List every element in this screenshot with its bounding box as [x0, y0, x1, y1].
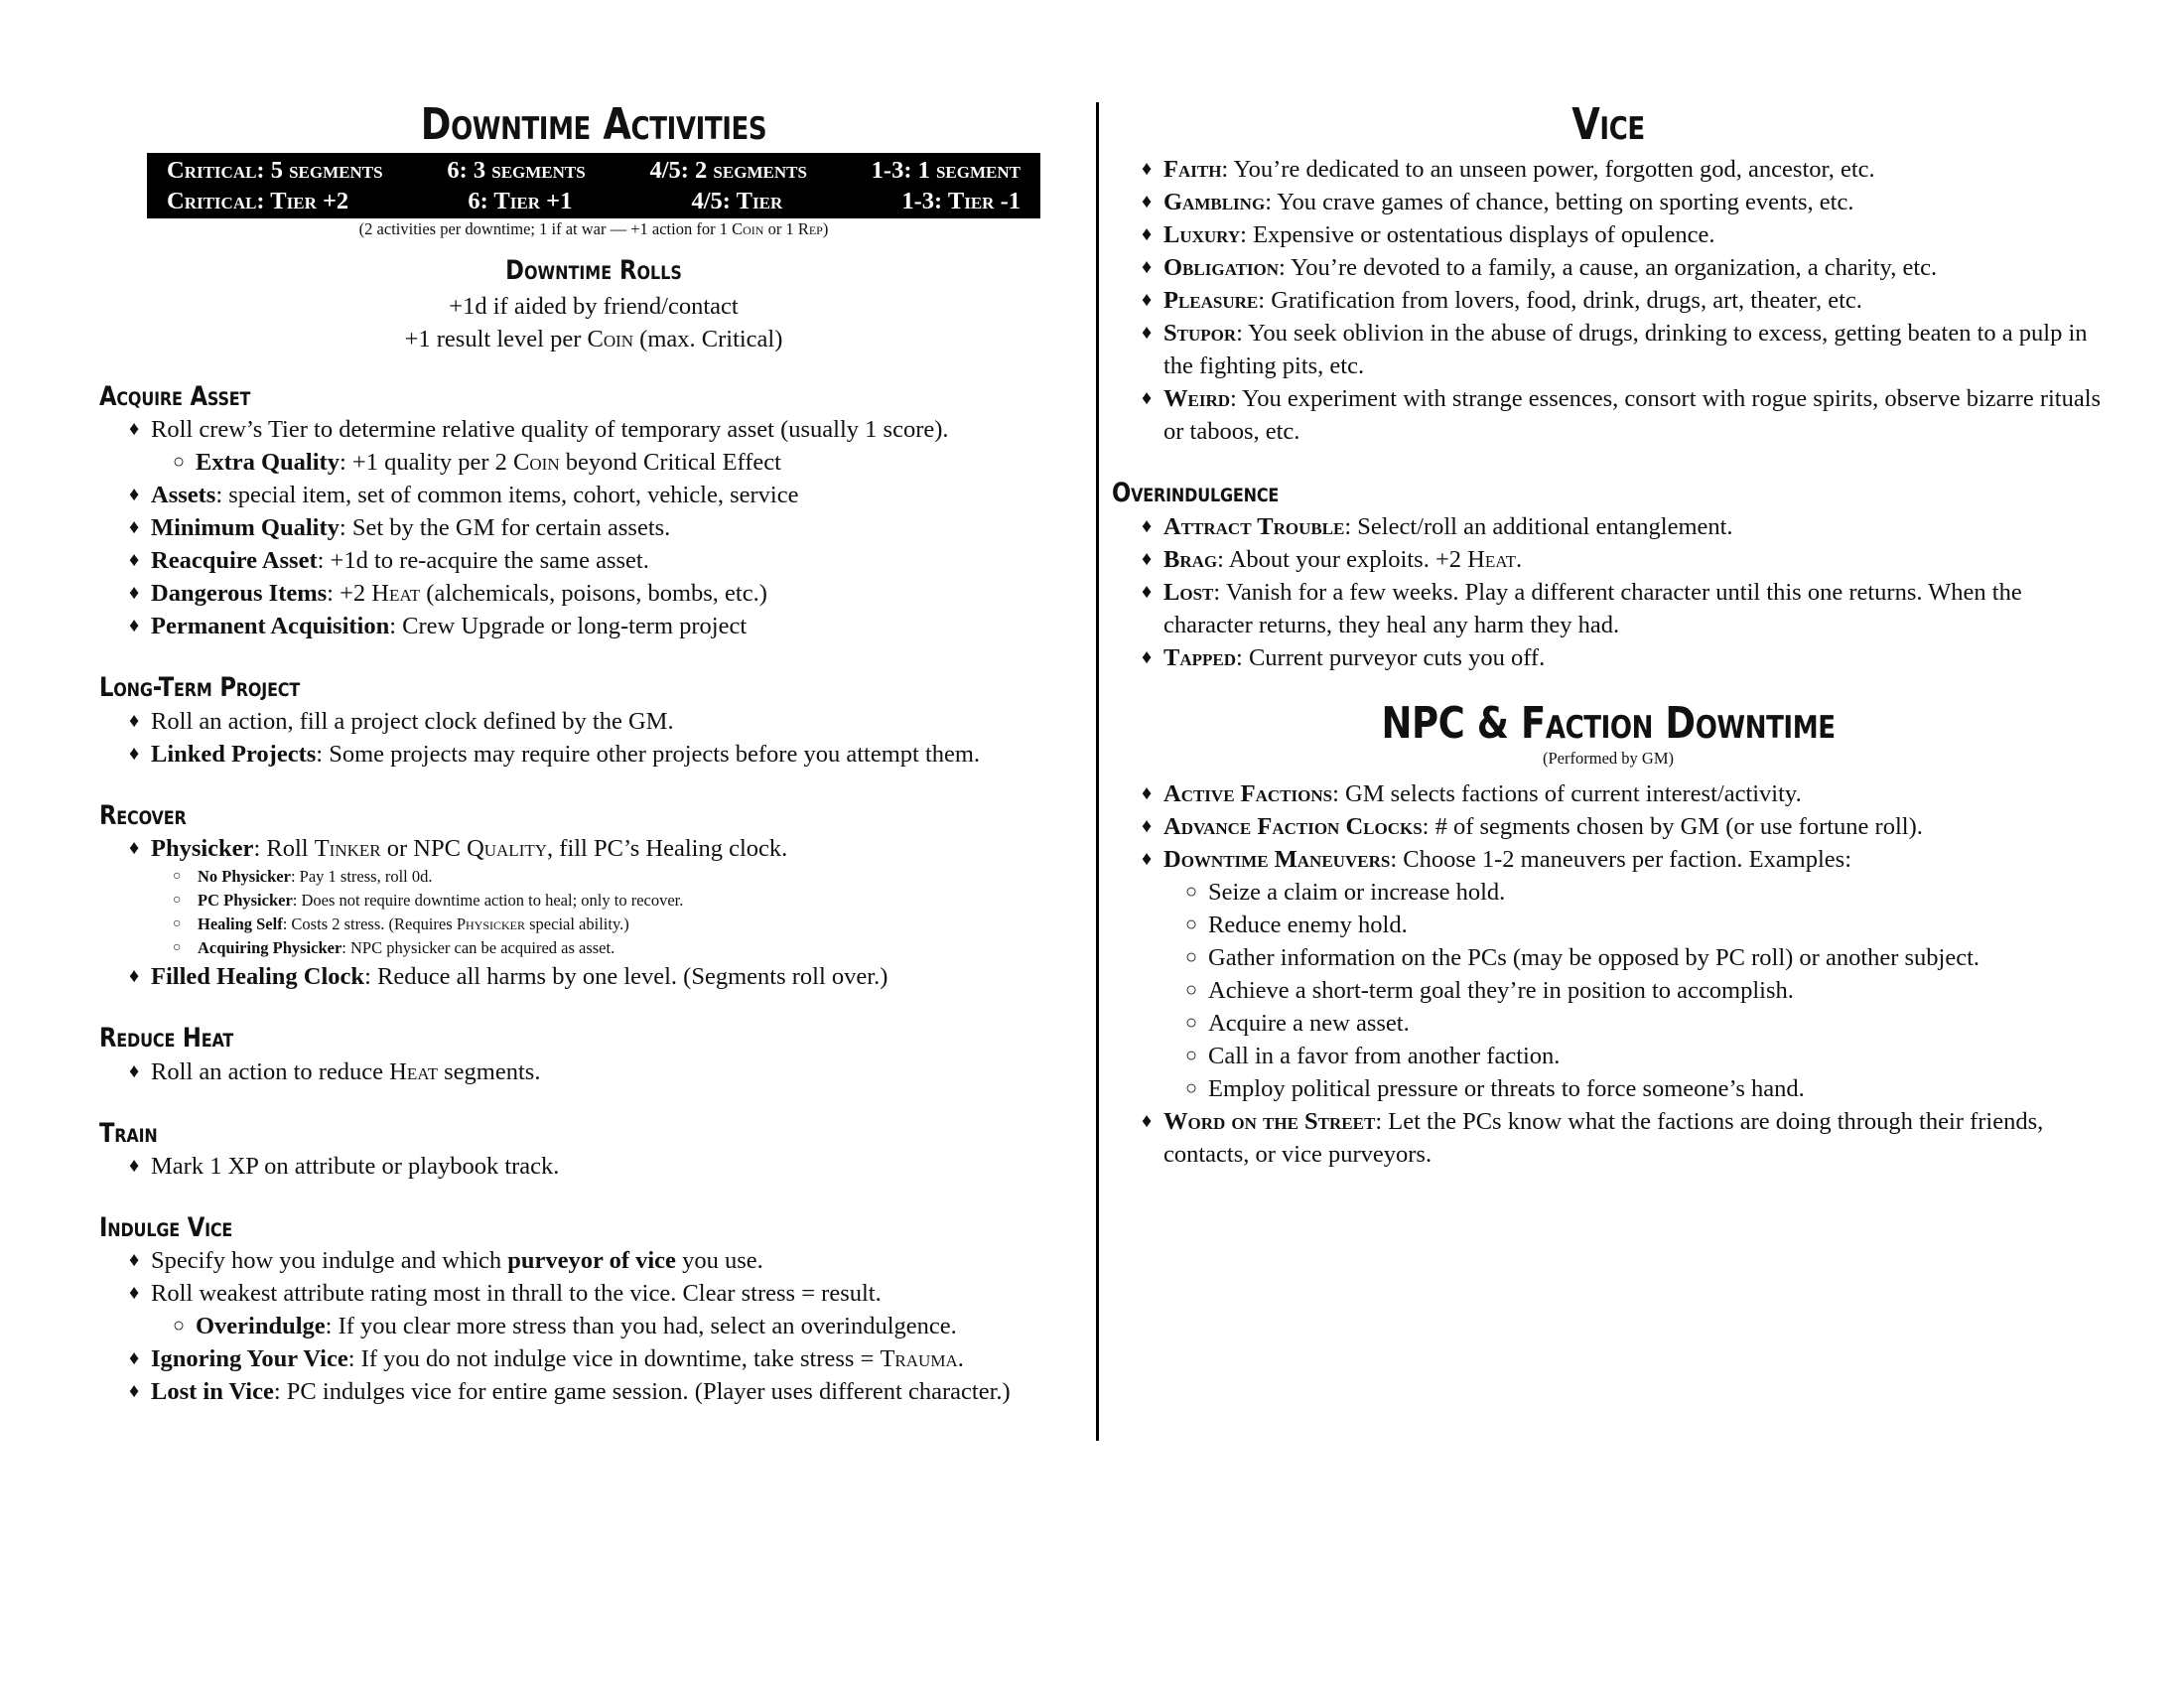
segments-row — [147, 155, 1040, 186]
npc-faction-title: NPC & Faction Downtime — [1381, 697, 1836, 749]
table-cell: 1-3: Tier -1 — [901, 188, 1021, 215]
list-item: ♦ Dangerous Items: +2 Heat (alchemicals, poisons, bombs, etc.) — [129, 577, 1088, 610]
column-divider — [1096, 102, 1099, 1441]
list-item: ♦ Roll an action, fill a project clock defined by the GM. — [129, 705, 1088, 738]
activities-note: (2 activities per downtime; 1 if at war — +1 action for 1 Coin or 1 Rep) — [358, 219, 829, 239]
list-item: ♦ Specify how you indulge and which purveyor of vice you use. — [129, 1244, 1088, 1277]
list-item: ♦ Downtime Maneuvers: Choose 1-2 maneuvers per faction. Examples: ○ Seize a claim or increase hold. ○ Reduce enemy hold. ○ Gather information on the PCs (may be opposed by PC roll) or another subject. ○ Achieve a short-term goal they’re in position to accomplish. ○ Acquire a new asset. ○ Call in a favor from another faction. ○ Employ political pressure or threats to force someone’s hand. — [1142, 843, 2105, 1105]
table-cell: Critical: Tier +2 — [167, 188, 349, 215]
list-item: ♦ Linked Projects: Some projects may require other projects before you attempt them. — [129, 738, 1088, 771]
list-item: ♦ Mark 1 XP on attribute or playbook track. — [129, 1150, 1088, 1183]
reduce-heat-list — [99, 1055, 1088, 1088]
train-heading: Train — [99, 1117, 158, 1149]
acquire-asset-list — [99, 413, 1088, 642]
overindulgence-list — [1112, 510, 2105, 674]
sub-list-item: ○ Acquiring Physicker: NPC physicker can be acquired as asset. — [173, 936, 1088, 960]
list-item: ♦ Obligation: You’re devoted to a family, a cause, an organization, a charity, etc. — [1142, 251, 2105, 284]
tier-row — [147, 186, 1040, 216]
npc-list — [1112, 777, 2105, 1171]
vice-title: Vice — [1571, 99, 1645, 150]
table-cell: 4/5: Tier — [691, 188, 783, 215]
sub-list-item: ○ PC Physicker: Does not require downtime action to heal; only to recover. — [173, 889, 1088, 913]
indulge-vice-list — [99, 1244, 1088, 1408]
list-item: ♦ Permanent Acquisition: Crew Upgrade or long-term project — [129, 610, 1088, 642]
sub-list-item: ○ No Physicker: Pay 1 stress, roll 0d. — [173, 865, 1088, 889]
list-item: ♦ Tapped: Current purveyor cuts you off. — [1142, 641, 2105, 674]
list-item: ♦ Lost: Vanish for a few weeks. Play a different character until this one returns. When the character returns, they heal any harm they had. — [1142, 576, 2105, 641]
list-item: ♦ Active Factions: GM selects factions of current interest/activity. — [1142, 777, 2105, 810]
table-cell: 4/5: 2 segments — [649, 157, 807, 185]
list-item: ♦ Roll crew’s Tier to determine relative quality of temporary asset (usually 1 score). ○ Extra Quality: +1 quality per 2 Coin beyond Critical Effect — [129, 413, 1088, 479]
list-item: ♦ Faith: You’re dedicated to an unseen power, forgotten god, ancestor, etc. — [1142, 153, 2105, 186]
indulge-vice-heading: Indulge Vice — [99, 1212, 233, 1244]
list-item: ♦ Word on the Street: Let the PCs know what the factions are doing through their friends, contacts, or vice purveyors. — [1142, 1105, 2105, 1171]
result-table — [147, 153, 1040, 218]
table-cell: 6: 3 segments — [447, 157, 586, 185]
list-item: ♦ Gambling: You crave games of chance, betting on sporting events, etc. — [1142, 186, 2105, 218]
sub-list-item: ○ Gather information on the PCs (may be opposed by PC roll) or another subject. — [1185, 941, 2105, 974]
sub-list-item: ○ Call in a favor from another faction. — [1185, 1040, 2105, 1072]
table-cell: Critical: 5 segments — [167, 157, 383, 185]
list-item: ♦ Stupor: You seek oblivion in the abuse of drugs, drinking to excess, getting beaten to a pulp in the fighting pits, etc. — [1142, 317, 2105, 382]
sub-list-item: ○ Extra Quality: +1 quality per 2 Coin beyond Critical Effect — [173, 446, 1088, 479]
list-item: ♦ Minimum Quality: Set by the GM for certain assets. — [129, 511, 1088, 544]
downtime-rolls-title: Downtime Rolls — [505, 255, 682, 287]
sub-list-item: ○ Acquire a new asset. — [1185, 1007, 2105, 1040]
performed-by-gm: (Performed by GM) — [1543, 749, 1674, 769]
list-item: ♦ Roll an action to reduce Heat segments. — [129, 1055, 1088, 1088]
sub-list-item: ○ Achieve a short-term goal they’re in position to accomplish. — [1185, 974, 2105, 1007]
list-item: ♦ Ignoring Your Vice: If you do not indulge vice in downtime, take stress = Trauma. — [129, 1342, 1088, 1375]
list-item: ♦ Weird: You experiment with strange essences, consort with rogue spirits, observe bizarre rituals or taboos, etc. — [1142, 382, 2105, 448]
list-item: ♦ Filled Healing Clock: Reduce all harms by one level. (Segments roll over.) — [129, 960, 1088, 993]
project-list — [99, 705, 1088, 771]
table-cell: 1-3: 1 segment — [871, 157, 1021, 185]
left-column — [99, 97, 1088, 1408]
list-item: ♦ Lost in Vice: PC indulges vice for entire game session. (Player uses different character.) — [129, 1375, 1088, 1408]
recover-list — [99, 832, 1088, 993]
rolls-line-2: +1 result level per Coin (max. Critical) — [404, 326, 783, 353]
overindulgence-heading: Overindulgence — [1112, 478, 1280, 509]
vice-list — [1112, 153, 2105, 448]
long-term-project-heading: Long-Term Project — [99, 672, 301, 704]
sub-list-item: ○ Seize a claim or increase hold. — [1185, 876, 2105, 909]
downtime-activities-title: Downtime Activities — [420, 99, 767, 150]
list-item: ♦ Roll weakest attribute rating most in thrall to the vice. Clear stress = result. ○ Overindulge: If you clear more stress than you had, select an overindulgence. — [129, 1277, 1088, 1342]
list-item: ♦ Attract Trouble: Select/roll an additional entanglement. — [1142, 510, 2105, 543]
acquire-asset-heading: Acquire Asset — [99, 381, 251, 413]
list-item: ♦ Luxury: Expensive or ostentatious displays of opulence. — [1142, 218, 2105, 251]
sub-list-item: ○ Overindulge: If you clear more stress than you had, select an overindulgence. — [173, 1310, 1088, 1342]
recover-heading: Recover — [99, 799, 187, 831]
list-item: ♦ Assets: special item, set of common items, cohort, vehicle, service — [129, 479, 1088, 511]
table-cell: 6: Tier +1 — [468, 188, 573, 215]
list-item: ♦ Pleasure: Gratification from lovers, food, drink, drugs, art, theater, etc. — [1142, 284, 2105, 317]
train-list — [99, 1150, 1088, 1183]
list-item: ♦ Reacquire Asset: +1d to re-acquire the same asset. — [129, 544, 1088, 577]
sub-list-item: ○ Healing Self: Costs 2 stress. (Requires Physicker special ability.) — [173, 913, 1088, 936]
sub-list-item: ○ Reduce enemy hold. — [1185, 909, 2105, 941]
right-column — [1112, 97, 2105, 1171]
rolls-line-1: +1d if aided by friend/contact — [449, 293, 739, 321]
sub-list-item: ○ Employ political pressure or threats to force someone’s hand. — [1185, 1072, 2105, 1105]
list-item: ♦ Advance Faction Clocks: # of segments chosen by GM (or use fortune roll). — [1142, 810, 2105, 843]
list-item: ♦ Brag: About your exploits. +2 Heat. — [1142, 543, 2105, 576]
list-item: ♦ Physicker: Roll Tinker or NPC Quality, fill PC’s Healing clock. ○ No Physicker: Pay 1 stress, roll 0d. ○ PC Physicker: Does not require downtime action to heal; only to recover. ○ Healing Self: Costs 2 stress. (Requires Physicker special ability.) ○ Acquiring Physicker: NPC physicker can be acquired as asset. — [129, 832, 1088, 960]
reduce-heat-heading: Reduce Heat — [99, 1023, 234, 1055]
